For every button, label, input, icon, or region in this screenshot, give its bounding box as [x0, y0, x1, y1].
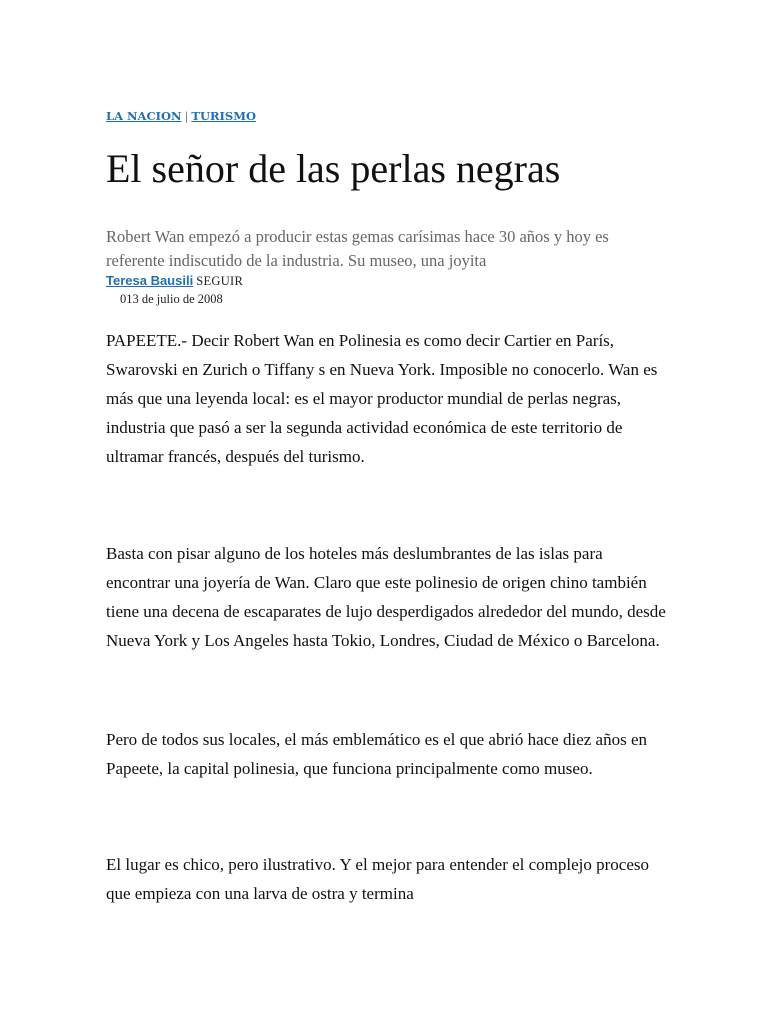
- paragraph-4: El lugar es chico, pero ilustrativo. Y el mejor para entender el complejo proceso que empieza con una larva de ostra y termina: [106, 855, 650, 903]
- breadcrumb-link-turismo[interactable]: TURISMO: [191, 109, 256, 123]
- article-subtitle: Robert Wan empezó a producir estas gemas carísimas hace 30 años y hoy es referente indiscutido de la industria. Su museo, una joyita: [106, 227, 609, 270]
- breadcrumb: [106, 109, 256, 123]
- follow-button[interactable]: SEGUIR: [196, 274, 244, 288]
- breadcrumb-separator: |: [184, 109, 189, 123]
- paragraph-1: PAPEETE.- Decir Robert Wan en Polinesia es como decir Cartier en París, Swarovski en Zurich o Tiffany s en Nueva York. Imposible no conocerlo. Wan es más que una leyenda local: es el mayor productor mundial de perlas negras, industria que pasó a ser la segunda actividad económica de este territorio de ultramar francés, después del turismo.: [106, 331, 658, 466]
- article-title: El señor de las perlas negras: [106, 146, 561, 191]
- author-link[interactable]: Teresa Bausili: [106, 273, 194, 288]
- paragraph-2: Basta con pisar alguno de los hoteles más deslumbrantes de las islas para encontrar una joyería de Wan. Claro que este polinesio de origen chino también tiene una decena de escaparates de lujo desperdigados alrededor del mundo, desde Nueva York y Los Angeles hasta Tokio, Londres, Ciudad de México o Barcelona.: [106, 544, 666, 650]
- publish-date: 013 de julio de 2008: [120, 292, 223, 306]
- breadcrumb-link-la-nacion[interactable]: LA NACION: [106, 109, 182, 123]
- paragraph-3: Pero de todos sus locales, el más emblemático es el que abrió hace diez años en Papeete, la capital polinesia, que funciona principalmente como museo.: [106, 730, 647, 778]
- author-line: [106, 273, 243, 289]
